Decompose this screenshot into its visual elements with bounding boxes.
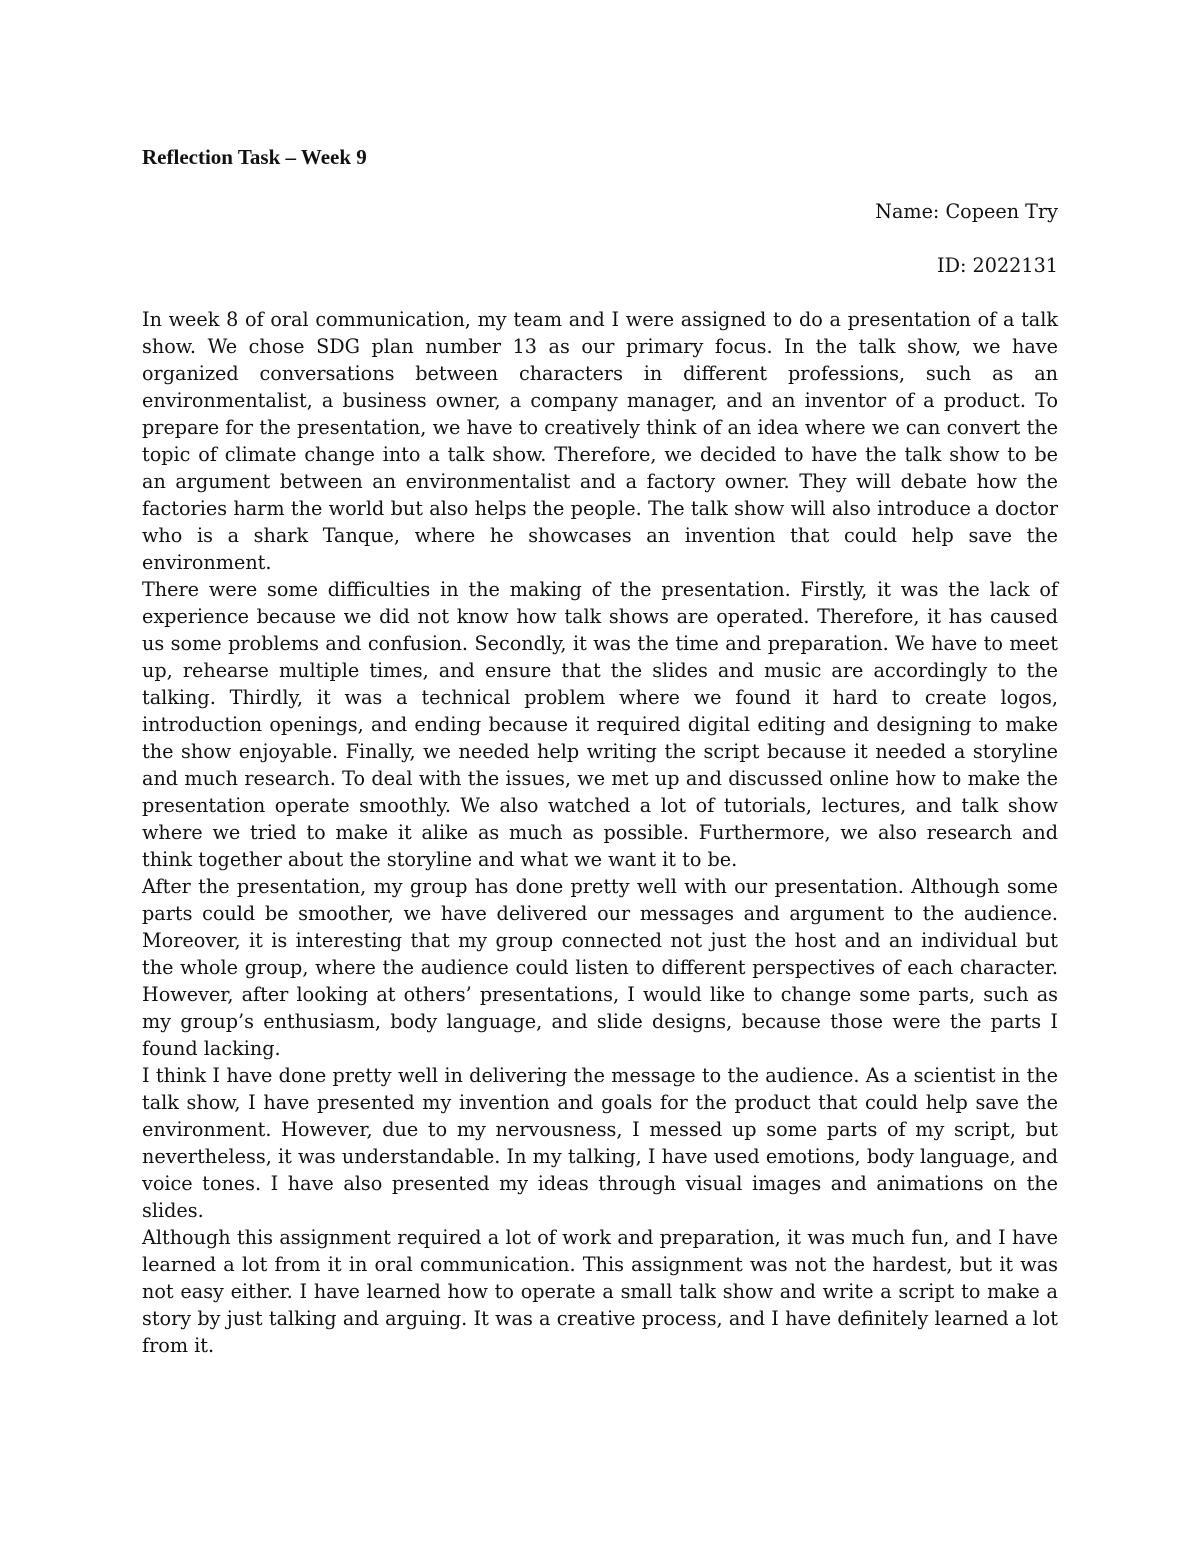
paragraph-group-reflection: After the presentation, my group has done pretty well with our presentation. Although some parts could be smoother, we have delivered our messages and argument to the audience. Moreover, it is interesting that my group connected not just the host and an individual but the whole group, where the audience could listen to different perspectives of each character. However, after looking at others’ presentations, I would like to change some parts, such as my group’s enthusiasm, body language, and slide designs, because those were the parts I found lacking. [142, 875, 1058, 1060]
paragraph-intro: In week 8 of oral communication, my team and I were assigned to do a presentation of a talk show. We chose SDG plan number 13 as our primary focus. In the talk show, we have organized conversations between characters in different professions, such as an environmentalist, a business owner, a company manager, and an inventor of a product. To prepare for the presentation, we have to creatively think of an idea where we can convert the topic of climate change into a talk show. Therefore, we decided to have the talk show to be an argument between an environmentalist and a factory owner. They will debate how the factories harm the world but also helps the people. The talk show will also introduce a doctor who is a shark Tanque, where he showcases an invention that could help save the environment. [142, 308, 1058, 574]
paragraph-conclusion: Although this assignment required a lot of work and preparation, it was much fun, and I have learned a lot from it in oral communication. This assignment was not the hardest, but it was not easy either. I have learned how to operate a small talk show and write a script to make a story by just talking and arguing. It was a creative process, and I have definitely learned a lot from it. [142, 1226, 1058, 1357]
paragraph-self-reflection: I think I have done pretty well in delivering the message to the audience. As a scientist in the talk show, I have presented my invention and goals for the product that could help save the environment. However, due to my nervousness, I messed up some parts of my script, but nevertheless, it was understandable. In my talking, I have used emotions, body language, and voice tones. I have also presented my ideas through visual images and animations on the slides. [142, 1064, 1058, 1222]
student-name: Name: Copeen Try [875, 200, 1058, 223]
document-body [142, 144, 1058, 1359]
student-id: ID: 2022131 [937, 254, 1058, 277]
document-title: Reflection Task – Week 9 [142, 145, 367, 169]
paragraph-difficulties: There were some difficulties in the making of the presentation. Firstly, it was the lack of experience because we did not know how talk shows are operated. Therefore, it has caused us some problems and confusion. Secondly, it was the time and preparation. We have to meet up, rehearse multiple times, and ensure that the slides and music are accordingly to the talking. Thirdly, it was a technical problem where we found it hard to create logos, introduction openings, and ending because it required digital editing and designing to make the show enjoyable. Finally, we needed help writing the script because it needed a storyline and much research. To deal with the issues, we met up and discussed online how to make the presentation operate smoothly. We also watched a lot of tutorials, lectures, and talk show where we tried to make it alike as much as possible. Furthermore, we also research and think together about the storyline and what we want it to be. [142, 578, 1058, 871]
